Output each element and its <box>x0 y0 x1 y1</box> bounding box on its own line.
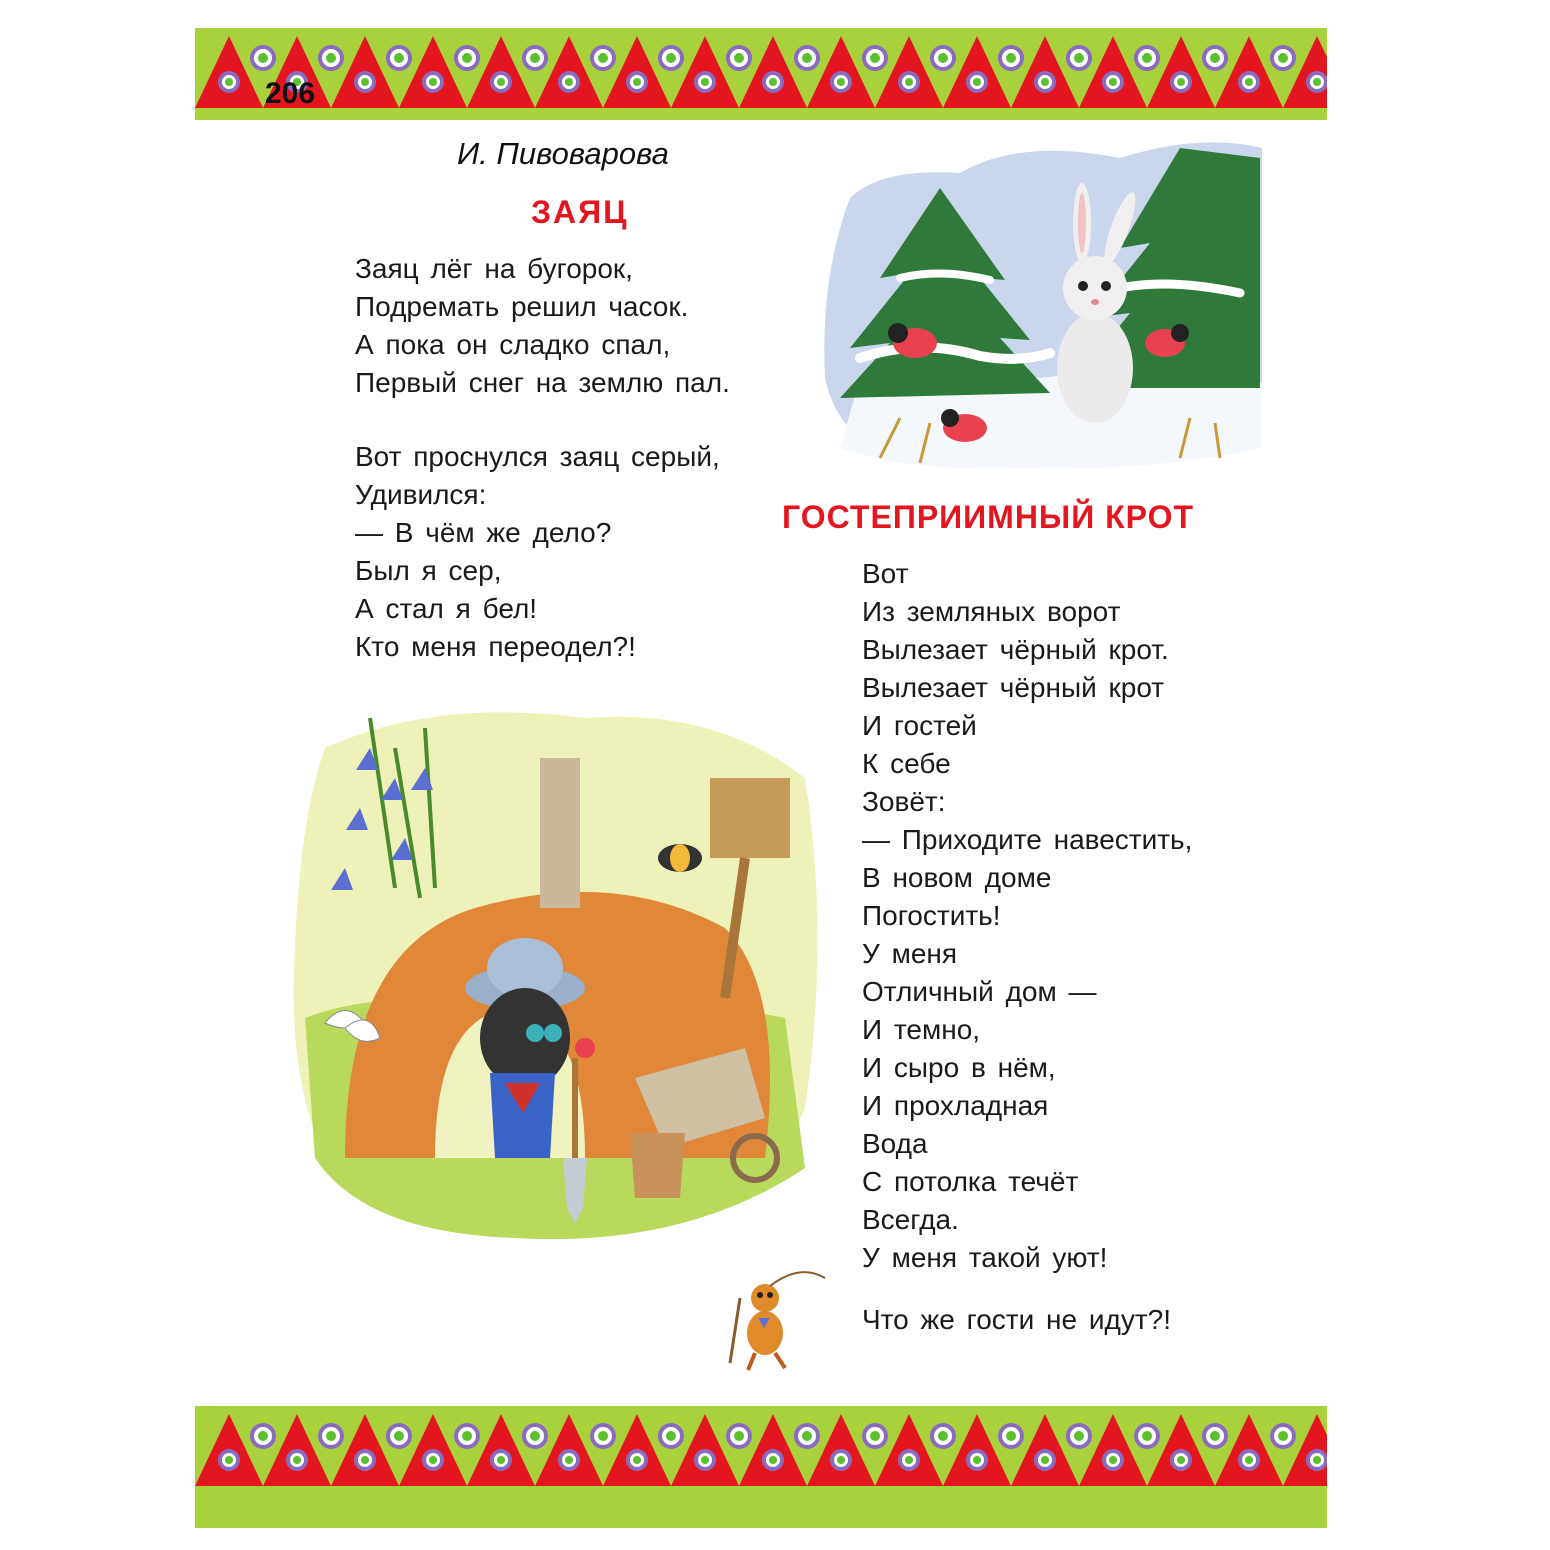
stanza-break <box>862 1277 1192 1301</box>
poem-line: Погостить! <box>862 900 1001 931</box>
poem-line: Вылезает чёрный крот <box>862 672 1165 703</box>
poem-line: Подремать решил часок. <box>355 291 689 322</box>
bottom-ornament-band <box>195 1406 1327 1528</box>
bottom-ornament <box>195 1406 1327 1488</box>
poem-title-mole: ГОСТЕПРИИМНЫЙ КРОТ <box>782 499 1195 535</box>
poem-line: Первый снег на землю пал. <box>355 367 730 398</box>
page-number: 206 <box>265 77 316 110</box>
poem-line: Вылезает чёрный крот. <box>862 634 1169 665</box>
poem-line: Кто меня переодел?! <box>355 631 636 662</box>
poem-title-hare: ЗАЯЦ <box>531 194 629 230</box>
poem-line: Вода <box>862 1128 928 1159</box>
poem-line: Заяц лёг на бугорок, <box>355 253 633 284</box>
poem-line: Зовёт: <box>862 786 946 817</box>
poem-line: И сыро в нём, <box>862 1052 1056 1083</box>
poem-line: И прохладная <box>862 1090 1049 1121</box>
poem-line: Всегда. <box>862 1204 959 1235</box>
poem-line: С потолка течёт <box>862 1166 1079 1197</box>
poem-line: Был я сер, <box>355 555 502 586</box>
poem-line: — Приходите навестить, <box>862 824 1193 855</box>
poem-line: Что же гости не идут?! <box>862 1304 1171 1335</box>
book-page <box>195 28 1327 1528</box>
poem-line: А стал я бел! <box>355 593 538 624</box>
poem-line: У меня такой уют! <box>862 1242 1108 1273</box>
poem-line: Вот <box>862 558 909 589</box>
poem-line: А пока он сладко спал, <box>355 329 671 360</box>
top-ornament <box>195 28 1327 120</box>
poem-mole-text <box>862 555 1192 1339</box>
poem-line: — В чём же дело? <box>355 517 612 548</box>
poem-line: Удивился: <box>355 479 487 510</box>
stanza-break <box>355 402 730 438</box>
author-name: И. Пивоварова <box>457 136 669 171</box>
poem-line: И гостей <box>862 710 977 741</box>
poem-line: В новом доме <box>862 862 1052 893</box>
hare-in-snow-illustration <box>820 128 1262 472</box>
poem-line: К себе <box>862 748 951 779</box>
poem-line: Отличный дом — <box>862 976 1097 1007</box>
mole-at-burrow-illustration <box>285 688 830 1248</box>
poem-hare-text <box>355 250 730 666</box>
poem-line: И темно, <box>862 1014 981 1045</box>
poem-line: Вот проснулся заяц серый, <box>355 441 720 472</box>
poem-line: У меня <box>862 938 958 969</box>
top-ornament-band <box>195 28 1327 120</box>
cricket-illustration <box>710 1258 830 1373</box>
poem-line: Из земляных ворот <box>862 596 1121 627</box>
